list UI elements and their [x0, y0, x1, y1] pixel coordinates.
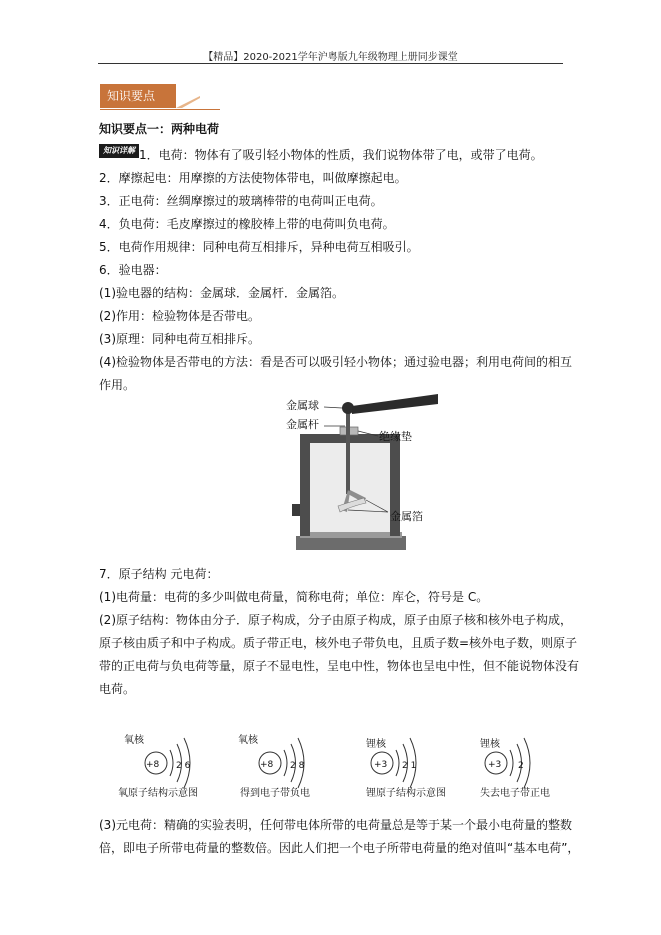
section-tag-tail [176, 96, 200, 108]
line-6d-2: 作用。 [99, 378, 136, 392]
atom-2-shells: 2 8 [290, 761, 305, 771]
line-7b-1: (2)原子结构：物体由分子．原子构成，分子由原子构成，原子由原子核和核外电子构成， [99, 613, 573, 627]
atom-3-nucleus: +3 [374, 760, 388, 770]
atom-3-shells: 2 1 [402, 761, 417, 771]
line-2: 2．摩擦起电：用摩擦的方法使物体带电，叫做摩擦起电。 [99, 171, 407, 185]
atom-3-title: 锂核 [366, 739, 386, 750]
point1-title: 知识要点一：两种电荷 [99, 122, 220, 136]
atom-4-shells: 2 [518, 761, 524, 771]
atom-1-title: 氧核 [124, 735, 144, 746]
line-7b-4: 电荷。 [99, 682, 136, 696]
atom-1-shells: 2 6 [176, 761, 191, 771]
line-7c-2: 倍，即电子所带电荷量的整数倍。因此人们把一个电子所带电荷量的绝对值叫“基本电荷”， [99, 841, 580, 855]
line-7b-3: 带的正电荷与负电荷等量，原子不显电性，呈电中性，物体也呈电中性，但不能说物体没有 [99, 659, 580, 673]
line-7c-1: (3)元电荷：精确的实验表明，任何带电体所带的电荷量总是等于某一个最小电荷量的整数 [99, 818, 573, 832]
atom-4-caption: 失去电子带正电 [480, 788, 550, 799]
label-metal-ball: 金属球 [286, 399, 319, 412]
line-6: 6．验电器： [99, 263, 167, 277]
atom-1-nucleus: +8 [146, 760, 160, 770]
line-6a: (1)验电器的结构：金属球．金属杆．金属箔。 [99, 286, 344, 300]
page-header: 【精品】2020-2021学年沪粤版九年级物理上册同步课堂 [203, 52, 458, 63]
line-7a: (1)电荷量：电荷的多少叫做电荷量，简称电荷；单位：库仑，符号是 C。 [99, 590, 489, 604]
label-metal-foil: 金属箔 [390, 510, 423, 523]
line-7: 7．原子结构 元电荷： [99, 567, 219, 581]
knowledge-detail-badge: 知识详解 [99, 144, 139, 158]
line-1: 1．电荷：物体有了吸引轻小物体的性质，我们说物体带了电，或带了电荷。 [139, 148, 543, 162]
section-tag: 知识要点 [100, 84, 176, 108]
section-tag-underline [100, 109, 220, 110]
header-divider [98, 63, 563, 64]
line-6d-1: (4)检验物体是否带电的方法：看是否可以吸引轻小物体；通过验电器；利用电荷间的相互 [99, 355, 573, 369]
line-4: 4．负电荷：毛皮摩擦过的橡胶棒上带的电荷叫负电荷。 [99, 217, 395, 231]
line-6c: (3)原理：同种电荷互相排斥。 [99, 332, 260, 346]
label-insulating-pad: 绝缘垫 [379, 430, 412, 443]
atom-2-nucleus: +8 [260, 760, 274, 770]
line-7b-2: 原子核由质子和中子构成。质子带正电，核外电子带负电，且质子数=核外电子数，则原子 [99, 636, 578, 650]
atom-2-caption: 得到电子带负电 [240, 788, 310, 799]
atom-2-title: 氧核 [238, 735, 258, 746]
line-5: 5．电荷作用规律：同种电荷互相排斥，异种电荷互相吸引。 [99, 240, 419, 254]
line-3: 3．正电荷：丝绸摩擦过的玻璃棒带的电荷叫正电荷。 [99, 194, 383, 208]
atom-3-caption: 锂原子结构示意图 [366, 788, 446, 799]
line-6b: (2)作用：检验物体是否带电。 [99, 309, 260, 323]
atom-4-title: 锂核 [480, 739, 500, 750]
label-metal-rod: 金属杆 [286, 418, 319, 431]
atom-1-caption: 氧原子结构示意图 [118, 788, 198, 799]
atom-4-nucleus: +3 [488, 760, 502, 770]
